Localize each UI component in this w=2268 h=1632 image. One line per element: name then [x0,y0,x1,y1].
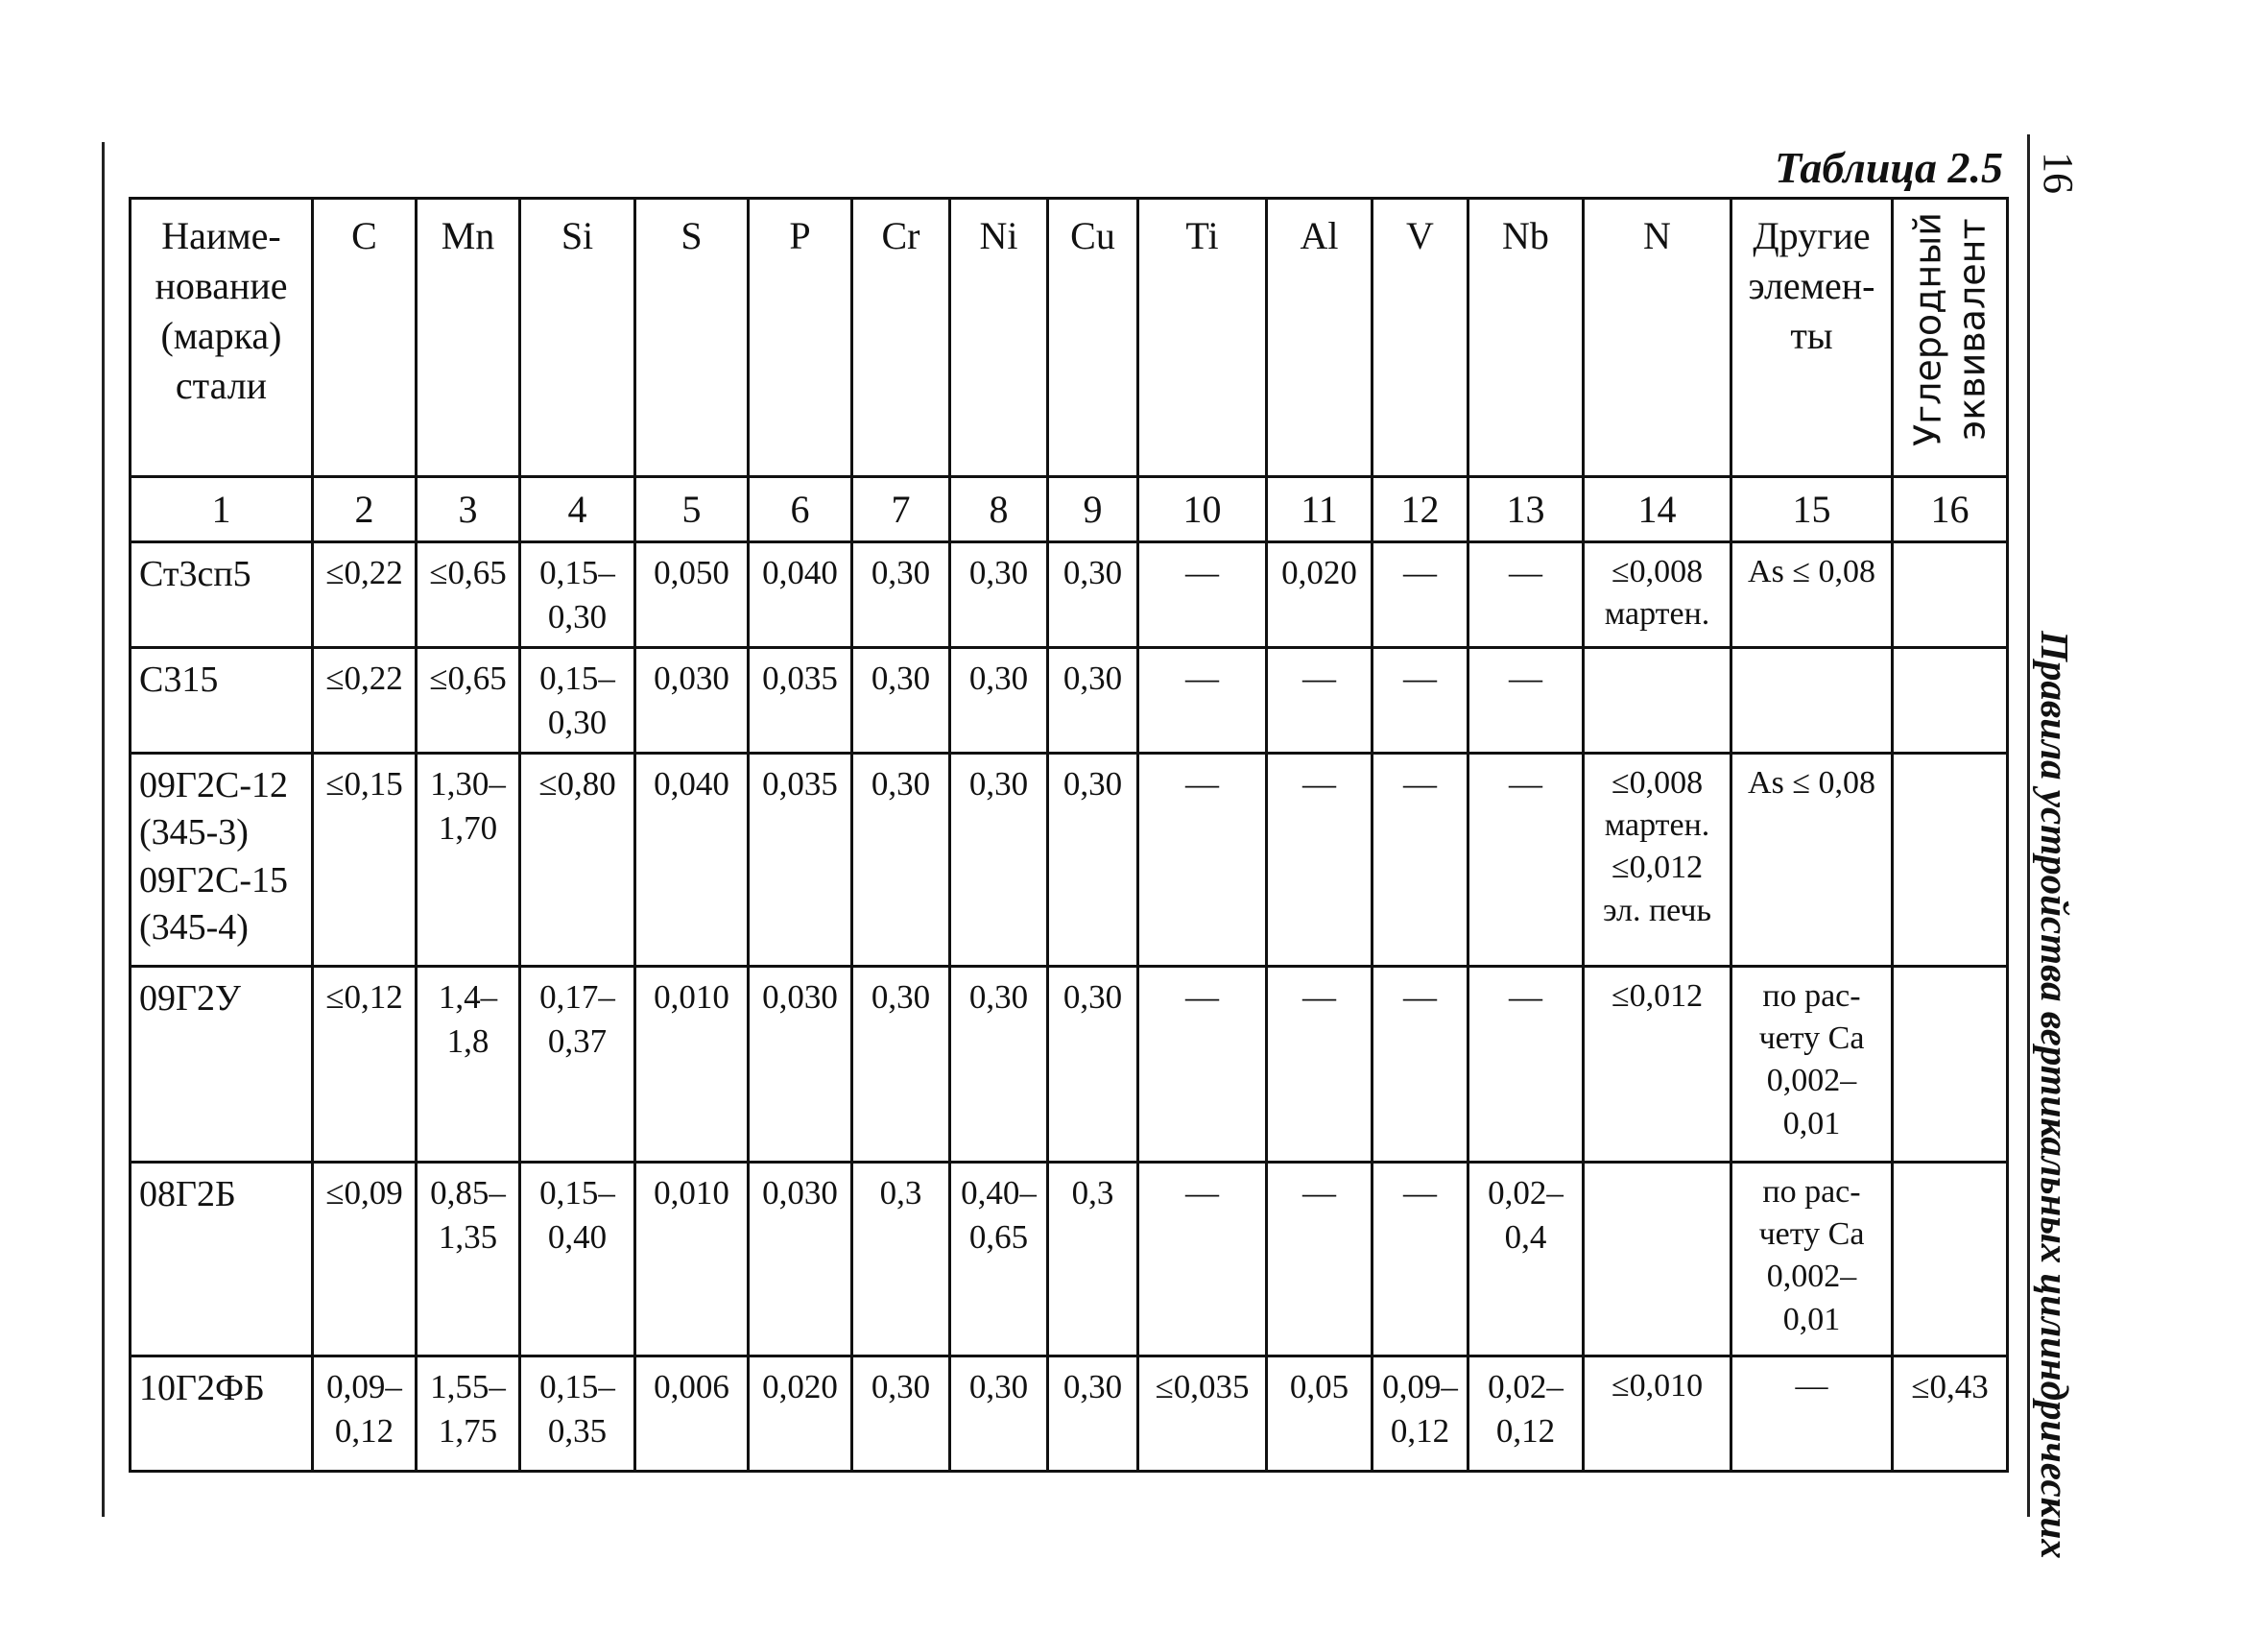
element-c-cell [313,1163,417,1356]
column-number: 8 [950,477,1048,542]
element-p-cell [749,1356,852,1472]
element-n-cell [1584,1163,1731,1356]
element-n-cell [1584,754,1731,967]
cell-line: по рас- [1762,978,1861,1014]
element-ti-cell [1138,967,1267,1163]
cell-line: — [1185,765,1219,803]
cell-line: 0,4 [1504,1217,1547,1256]
cell-line: 0,02– [1488,1368,1564,1405]
header-name [131,199,313,477]
element-p-cell [749,648,852,754]
element-s-cell [635,1163,749,1356]
element-c-cell [313,967,417,1163]
element-si-cell [520,542,635,648]
steel-grade-cell [131,967,313,1163]
cell-line: 0,30 [968,978,1029,1016]
cell-line: 0,30 [1062,978,1123,1016]
cell-line: 1,75 [438,1411,498,1450]
table-row [131,1356,2008,1472]
element-nb-cell [1468,1356,1584,1472]
cell-line: 08Г2Б [139,1174,236,1214]
element-c-cell [313,1356,417,1472]
cell-line: — [1185,978,1219,1016]
cell-line: 0,30 [871,554,931,591]
element-v-cell [1373,967,1468,1163]
header-name-line: нование [155,264,288,307]
element-nb-cell [1468,967,1584,1163]
left-margin-rule [102,142,105,1517]
cell-line: 0,05 [1289,1368,1349,1405]
cell-line: — [1795,1368,1828,1404]
element-v-cell [1373,1356,1468,1472]
element-mn-cell [417,1163,520,1356]
element-s-cell [635,754,749,967]
column-number: 2 [313,477,417,542]
element-ni-cell [950,542,1048,648]
element-c-cell [313,542,417,648]
cell-line: 0,12 [1495,1411,1556,1450]
element-si-cell [520,1356,635,1472]
header-name-line: Наиме- [161,214,281,257]
element-mn-cell [417,1356,520,1472]
header-other-elements [1731,199,1893,477]
cell-line: 0,010 [654,978,729,1016]
cell-line: 0,37 [547,1021,608,1060]
cell-line: 0,040 [654,765,729,803]
cell-line: ≤0,22 [325,660,403,697]
element-ti-cell [1138,648,1267,754]
element-nb-cell [1468,754,1584,967]
cell-line: — [1302,1174,1336,1212]
element-si-cell [520,648,635,754]
cell-line: As ≤ 0,08 [1748,554,1875,589]
cell-line: 0,40 [547,1217,608,1256]
element-v-cell [1373,648,1468,754]
table-row [131,542,2008,648]
header-n: N [1584,199,1731,477]
steel-composition-table [129,197,2009,1473]
element-ti-cell [1138,754,1267,967]
page-number: 16 [2035,152,2082,194]
element-ni-cell [950,1356,1048,1472]
cell-line: 0,40– [961,1174,1037,1212]
carbon-equivalent-cell [1893,648,2008,754]
cell-line: ≤0,12 [325,978,403,1016]
cell-line: по рас- [1762,1174,1861,1210]
cell-line: 0,035 [762,765,838,803]
cell-line: — [1403,978,1437,1016]
column-number-row [131,477,2008,542]
element-al-cell [1267,967,1373,1163]
header-name-line: (марка) [160,314,282,357]
element-n-cell [1584,1356,1731,1472]
cell-line: 0,020 [1281,554,1357,591]
element-cu-cell [1048,754,1138,967]
element-p-cell [749,542,852,648]
element-n-cell [1584,542,1731,648]
cell-line: 1,8 [446,1021,489,1060]
element-mn-cell [417,967,520,1163]
steel-grade-cell [131,1163,313,1356]
element-ti-cell [1138,1356,1267,1472]
cell-line: 0,006 [654,1368,729,1405]
element-p-cell [749,1163,852,1356]
header-s: S [635,199,749,477]
cell-line: 0,09– [1382,1368,1458,1405]
cell-line: ≤0,65 [429,554,507,591]
header-other-line: ты [1790,314,1833,357]
element-ni-cell [950,967,1048,1163]
element-s-cell [635,542,749,648]
cell-line: 0,30 [968,554,1029,591]
cell-line: 0,030 [762,1174,838,1212]
running-title: Правила устройства вертикальных цилиндрических [2033,631,2077,1559]
cell-line: 0,35 [547,1411,608,1450]
element-n-cell [1584,648,1731,754]
column-number: 3 [417,477,520,542]
element-v-cell [1373,754,1468,967]
cell-line: мартен. [1604,807,1710,844]
element-si-cell [520,1163,635,1356]
table-row [131,967,2008,1163]
element-cr-cell [852,754,950,967]
cell-line: ≤0,22 [325,554,403,591]
cell-line: эл. печь [1603,892,1711,928]
cell-line: 0,30 [1062,554,1123,591]
column-number: 9 [1048,477,1138,542]
column-number: 1 [131,477,313,542]
cell-line: 0,15– [539,660,615,697]
steel-grade-cell [131,1356,313,1472]
column-number: 14 [1584,477,1731,542]
other-elements-cell [1731,1163,1893,1356]
header-cu: Cu [1048,199,1138,477]
element-al-cell [1267,1163,1373,1356]
cell-line: — [1185,660,1219,697]
element-nb-cell [1468,542,1584,648]
element-mn-cell [417,542,520,648]
element-ti-cell [1138,1163,1267,1356]
element-s-cell [635,967,749,1163]
cell-line: 0,17– [539,978,615,1016]
other-elements-cell [1731,967,1893,1163]
element-si-cell [520,967,635,1163]
element-v-cell [1373,542,1468,648]
header-al: Al [1267,199,1373,477]
element-al-cell [1267,648,1373,754]
cell-line: ≤0,65 [429,660,507,697]
header-v: V [1373,199,1468,477]
cell-line: 09Г2С-12 [139,765,288,805]
cell-line: 0,30 [968,660,1029,697]
cell-line: 0,30 [968,1368,1029,1405]
cell-line: 0,30 [871,765,931,803]
element-n-cell [1584,967,1731,1163]
steel-grade-cell [131,648,313,754]
header-carbon-line: Углеродный [1905,212,1948,446]
element-s-cell [635,1356,749,1472]
cell-line: — [1185,554,1219,591]
header-c: C [313,199,417,477]
element-nb-cell [1468,1163,1584,1356]
column-number: 16 [1893,477,2008,542]
header-carbon-line: эквивалент [1949,218,1993,441]
element-al-cell [1267,542,1373,648]
cell-line: 0,30 [547,703,608,741]
cell-line: 0,020 [762,1368,838,1405]
cell-line: 0,12 [334,1411,394,1450]
header-other-line: Другие [1753,214,1871,257]
cell-line: (345-3) [139,812,249,853]
cell-line: — [1302,660,1336,697]
cell-line: 0,30 [968,765,1029,803]
column-number: 13 [1468,477,1584,542]
cell-line: (345-4) [139,907,249,948]
table-row [131,754,2008,967]
other-elements-cell [1731,542,1893,648]
cell-line: 10Г2ФБ [139,1368,265,1408]
cell-line: Ст3сп5 [139,554,251,594]
element-p-cell [749,967,852,1163]
element-v-cell [1373,1163,1468,1356]
column-number: 4 [520,477,635,542]
cell-line: — [1403,1174,1437,1212]
cell-line: ≤0,035 [1155,1368,1250,1405]
header-si: Si [520,199,635,477]
cell-line: 1,35 [438,1217,498,1256]
carbon-equivalent-cell [1893,967,2008,1163]
cell-line: ≤0,80 [538,765,616,803]
element-cu-cell [1048,967,1138,1163]
cell-line: — [1302,765,1336,803]
steel-grade-cell [131,754,313,967]
cell-line: 0,040 [762,554,838,591]
element-cr-cell [852,1356,950,1472]
element-cu-cell [1048,1356,1138,1472]
element-ni-cell [950,648,1048,754]
cell-line: — [1403,554,1437,591]
element-al-cell [1267,754,1373,967]
cell-line: 0,30 [1062,1368,1123,1405]
element-p-cell [749,754,852,967]
cell-line: — [1509,765,1542,803]
element-ni-cell [950,754,1048,967]
cell-line: 0,3 [879,1174,922,1212]
header-carbon-equivalent [1893,199,2008,477]
cell-line: ≤0,012 [1611,978,1704,1014]
column-number: 6 [749,477,852,542]
cell-line: 0,002– [1766,1259,1857,1295]
element-c-cell [313,754,417,967]
column-number: 11 [1267,477,1373,542]
cell-line: 0,3 [1071,1174,1114,1212]
cell-line: 0,15– [539,1174,615,1212]
cell-line: 0,12 [1390,1411,1450,1450]
cell-line: 0,15– [539,554,615,591]
cell-line: 09Г2С-15 [139,859,288,900]
cell-line: 0,035 [762,660,838,697]
header-nb: Nb [1468,199,1584,477]
column-number: 15 [1731,477,1893,542]
cell-line: 0,030 [762,978,838,1016]
table-row [131,1163,2008,1356]
cell-line: 0,30 [1062,765,1123,803]
cell-line: 0,30 [871,978,931,1016]
cell-line: С315 [139,660,219,700]
column-number: 10 [1138,477,1267,542]
steel-grade-cell [131,542,313,648]
cell-line: ≤0,15 [325,765,403,803]
cell-line: — [1185,1174,1219,1212]
cell-line: — [1509,554,1542,591]
cell-line: 0,30 [871,660,931,697]
element-nb-cell [1468,648,1584,754]
cell-line: 0,002– [1766,1063,1857,1099]
column-number: 5 [635,477,749,542]
cell-line: 0,65 [968,1217,1029,1256]
carbon-equivalent-cell [1893,542,2008,648]
cell-line: 0,02– [1488,1174,1564,1212]
other-elements-cell [1731,648,1893,754]
element-c-cell [313,648,417,754]
cell-line: 0,030 [654,660,729,697]
cell-line: 0,01 [1782,1301,1841,1337]
cell-line: — [1403,660,1437,697]
other-elements-cell [1731,754,1893,967]
cell-line: 0,30 [1062,660,1123,697]
cell-line: чету Са [1758,1216,1865,1253]
element-cu-cell [1048,542,1138,648]
element-s-cell [635,648,749,754]
right-margin-rule [2027,134,2030,1517]
element-cr-cell [852,542,950,648]
cell-line: чету Са [1758,1020,1865,1057]
header-mn: Mn [417,199,520,477]
cell-line: — [1302,978,1336,1016]
element-cu-cell [1048,1163,1138,1356]
element-ni-cell [950,1163,1048,1356]
cell-line: 09Г2У [139,978,241,1019]
carbon-equivalent-cell [1893,754,2008,967]
cell-line: 0,050 [654,554,729,591]
carbon-equivalent-cell [1893,1356,2008,1472]
header-row [131,199,2008,477]
cell-line: ≤0,43 [1911,1368,1989,1405]
cell-line: ≤0,010 [1611,1368,1704,1404]
cell-line: 0,09– [326,1368,402,1405]
cell-line: ≤0,008 [1611,554,1704,589]
cell-line: 1,55– [430,1368,506,1405]
table-body [131,542,2008,1472]
cell-line: 0,010 [654,1174,729,1212]
cell-line: 0,30 [871,1368,931,1405]
element-cu-cell [1048,648,1138,754]
element-mn-cell [417,754,520,967]
cell-line: As ≤ 0,08 [1748,765,1875,801]
carbon-equivalent-cell [1893,1163,2008,1356]
cell-line: — [1509,978,1542,1016]
cell-line: 0,30 [547,597,608,636]
column-number: 7 [852,477,950,542]
element-cr-cell [852,967,950,1163]
cell-line: 0,85– [430,1174,506,1212]
cell-line: — [1403,765,1437,803]
cell-line: 0,01 [1782,1105,1841,1141]
table-title: Таблица 2.5 [1774,143,2003,192]
cell-line: 0,15– [539,1368,615,1405]
cell-line: ≤0,012 [1611,850,1704,886]
element-al-cell [1267,1356,1373,1472]
cell-line: 1,30– [430,765,506,803]
header-other-line: элемен- [1748,264,1875,307]
column-number: 12 [1373,477,1468,542]
cell-line: мартен. [1604,596,1710,633]
cell-line: ≤0,09 [325,1174,403,1212]
element-si-cell [520,754,635,967]
element-ti-cell [1138,542,1267,648]
element-cr-cell [852,648,950,754]
header-cr: Cr [852,199,950,477]
header-p: P [749,199,852,477]
table-row [131,648,2008,754]
cell-line: 1,70 [438,808,498,847]
element-mn-cell [417,648,520,754]
header-name-line: стали [175,364,268,407]
cell-line: 1,4– [438,978,498,1016]
cell-line: — [1509,660,1542,697]
header-ti: Ti [1138,199,1267,477]
cell-line: ≤0,008 [1611,765,1704,801]
header-ni: Ni [950,199,1048,477]
element-cr-cell [852,1163,950,1356]
other-elements-cell [1731,1356,1893,1472]
